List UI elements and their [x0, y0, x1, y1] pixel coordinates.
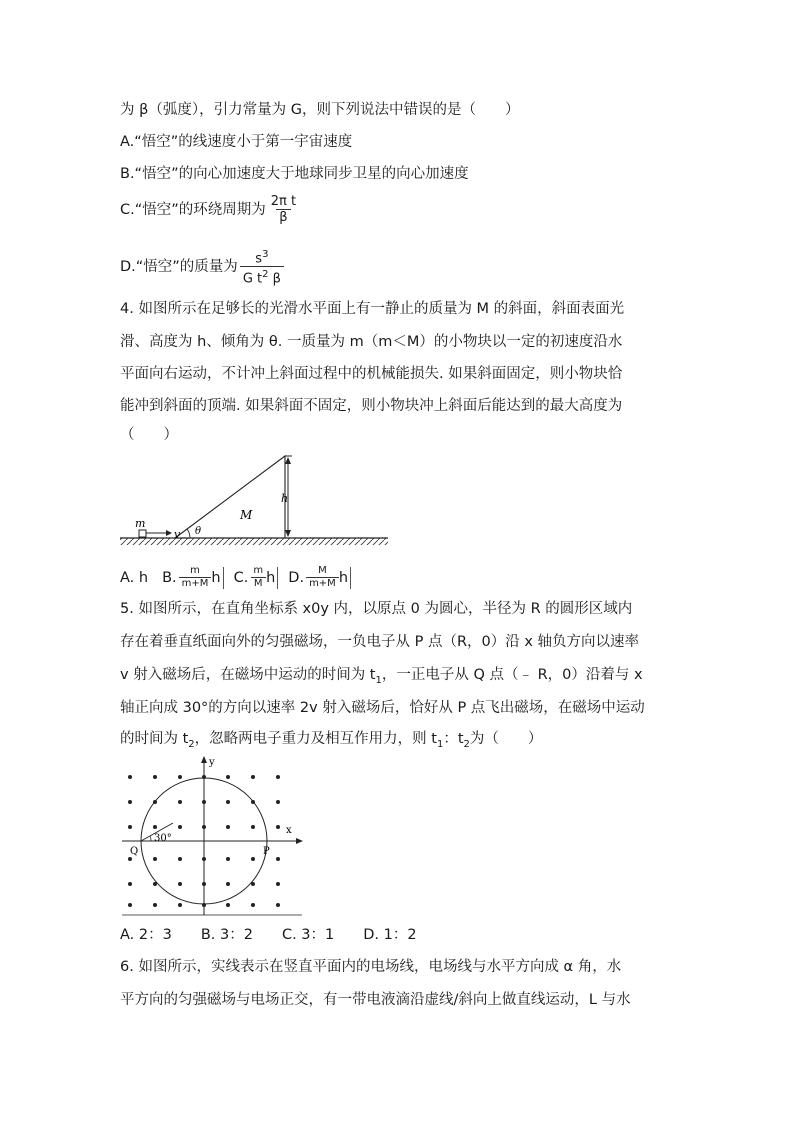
field-dot	[178, 857, 182, 861]
q4-option-d	[288, 565, 351, 590]
q3-d-den-b: β	[268, 271, 281, 287]
q5-line-3	[120, 665, 643, 691]
angle-arc	[150, 836, 151, 841]
q5-line-5	[120, 729, 542, 755]
field-dot	[226, 825, 230, 829]
q3-option-d-fraction	[240, 247, 284, 287]
q6-line-2: 平方向的匀强磁场与电场正交，有一带电液滴沿虚线/斜向上做直线运动，L 与水	[120, 992, 631, 1008]
q4-option-c-num: m	[253, 565, 264, 576]
q4-option-b-label: B.	[162, 569, 177, 586]
q5-line-3-a: v 射入磁场后，在磁场中运动的时间为 t	[120, 667, 376, 683]
ground-hatch	[120, 538, 388, 545]
q5-line-2: 存在着垂直纸面向外的匀强磁场，一负电子从 P 点（R，0）沿 x 轴负方向以速率	[120, 634, 640, 650]
field-dot	[276, 775, 280, 779]
q5-line-5-sub1: 1	[436, 738, 444, 750]
q3-option-d	[120, 247, 284, 287]
field-dot	[251, 857, 255, 861]
q3-option-c-den: β	[276, 209, 290, 225]
field-dot	[128, 825, 132, 829]
q5-line-5-b: ，忽略两电子重力及相互作用力，则 t	[194, 731, 437, 747]
q3-d-den-a: G t	[242, 271, 263, 287]
field-dot	[178, 903, 182, 907]
q3-option-d-num	[252, 247, 271, 266]
q4-option-c-bar	[277, 567, 278, 589]
q3-option-c-num: 2π t	[270, 194, 297, 209]
q4-option-c-suffix: h	[266, 569, 276, 586]
field-dot	[153, 825, 157, 829]
q3-d-den-exp: 2	[262, 269, 269, 281]
x-axis-arrow	[296, 838, 303, 844]
field-dot	[128, 800, 132, 804]
field-dot	[276, 882, 280, 886]
q4-option-c-den: M	[251, 577, 266, 590]
field-dot	[226, 775, 230, 779]
q5-line-1: 5. 如图所示，在直角坐标系 x0y 内，以原点 0 为圆心，半径为 R 的圆形区域内	[120, 601, 633, 617]
height-arrowhead-bottom	[285, 530, 291, 537]
field-dot	[178, 775, 182, 779]
small-block-m	[139, 530, 146, 537]
q5-line-5-d: 为（ ）	[469, 731, 543, 747]
q4-option-b-num: m	[190, 565, 200, 576]
field-dot	[251, 825, 255, 829]
field-dot	[178, 882, 182, 886]
q4-option-d-den: m+M	[306, 577, 339, 590]
q4-option-b-den: m+M	[179, 577, 212, 590]
q4-option-d-label: D.	[288, 569, 305, 586]
label-theta: θ	[195, 526, 202, 537]
velocity-arrowhead	[166, 530, 172, 536]
q5-options: A. 2：3 B. 3：2 C. 3：1 D. 1：2	[120, 927, 417, 943]
field-dot	[226, 857, 230, 861]
q4-option-b-bar	[223, 567, 224, 589]
q3-option-c-text: C.“悟空”的环绕周期为	[120, 201, 266, 218]
q5-field-figure	[118, 755, 308, 917]
q5-line-5-sub: 2	[188, 738, 195, 750]
field-dot	[276, 903, 280, 907]
y-axis-arrow	[201, 756, 207, 763]
q5-line-3-b: ，一正电子从 Q 点（﹣ R，0）沿着与 x	[381, 667, 643, 683]
field-dot	[128, 857, 132, 861]
q4-option-b-suffix: h	[211, 569, 221, 586]
q3-option-b: B.“悟空”的向心加速度大于地球同步卫星的向心加速度	[120, 166, 469, 182]
q4-line-4: 能冲到斜面的顶端. 如果斜面不固定，则小物块冲上斜面后能达到的最大高度为	[120, 398, 623, 414]
q4-option-c-fraction	[250, 565, 266, 590]
q4-line-3: 平面向右运动，不计冲上斜面过程中的机械能损失. 如果斜面固定，则小物块恰	[120, 366, 623, 382]
field-dot	[276, 800, 280, 804]
field-dot	[128, 903, 132, 907]
theta-arc	[187, 529, 190, 538]
q4-option-c-label: C.	[233, 569, 249, 586]
field-dot	[128, 882, 132, 886]
q3-option-c-fraction	[268, 194, 299, 225]
q3-d-num-exp: 3	[262, 249, 269, 260]
q5-line-4: 轴正向成 30°的方向以速率 2v 射入磁场后，恰好从 P 点飞出磁场，在磁场中运动	[120, 700, 645, 716]
field-dot	[178, 800, 182, 804]
q4-line-5: （ ）	[120, 427, 178, 443]
q4-option-b	[162, 565, 224, 590]
q4-incline-figure	[120, 450, 395, 550]
q3-option-d-den	[240, 266, 284, 286]
label-Q: Q	[130, 846, 139, 857]
q4-option-d-num: M	[318, 565, 327, 576]
field-dot	[178, 825, 182, 829]
field-dot	[128, 775, 132, 779]
label-m: m	[135, 517, 146, 530]
q4-line-2: 滑、高度为 h、倾角为 θ. 一质量为 m（m＜M）的小物块以一定的初速度沿水	[120, 334, 623, 350]
field-dot	[226, 882, 230, 886]
q4-option-d-suffix: h	[338, 569, 349, 586]
field-dot	[153, 903, 157, 907]
q4-option-d-fraction	[306, 565, 339, 590]
field-dot	[276, 825, 280, 829]
q4-line-1: 4. 如图所示在足够长的光滑水平面上有一静止的质量为 M 的斜面，斜面表面光	[120, 301, 625, 317]
field-dot	[226, 903, 230, 907]
q3-option-c	[120, 194, 299, 225]
q5-line-5-c: ：t	[443, 731, 464, 747]
q4-option-b-fraction	[179, 565, 212, 590]
q3-option-a: A.“悟空”的线速度小于第一宇宙速度	[120, 134, 353, 150]
height-arrowhead-top	[285, 457, 291, 464]
field-dot	[153, 775, 157, 779]
q6-line-1: 6. 如图所示，实线表示在竖直平面内的电场线，电场线与水平方向成 α 角，水	[120, 959, 622, 975]
label-M: M	[240, 508, 253, 522]
incline-block	[175, 456, 285, 538]
q3-d-num-base: s	[255, 251, 263, 267]
label-v: v	[174, 528, 181, 541]
field-dot	[251, 775, 255, 779]
field-dot	[153, 857, 157, 861]
q5-line-3-sub: 1	[375, 674, 382, 686]
label-h: h	[281, 492, 289, 505]
field-dot	[226, 800, 230, 804]
q5-line-5-sub2: 2	[463, 738, 470, 750]
q3-option-d-text: D.“悟空”的质量为	[120, 258, 238, 275]
q4-options	[120, 565, 361, 590]
q4-option-d-bar	[350, 567, 351, 589]
label-angle: 30°	[154, 833, 172, 844]
q4-option-c	[234, 565, 279, 590]
field-dot	[276, 857, 280, 861]
q3-stem-tail: 为 β（弧度），引力常量为 G，则下列说法中错误的是（ ）	[120, 102, 520, 118]
q4-option-a: A. h	[120, 569, 149, 586]
label-y: y	[209, 757, 215, 768]
label-P: P	[263, 846, 270, 857]
field-dot	[251, 903, 255, 907]
q5-line-5-a: 的时间为 t	[120, 731, 189, 747]
label-x: x	[286, 825, 292, 836]
